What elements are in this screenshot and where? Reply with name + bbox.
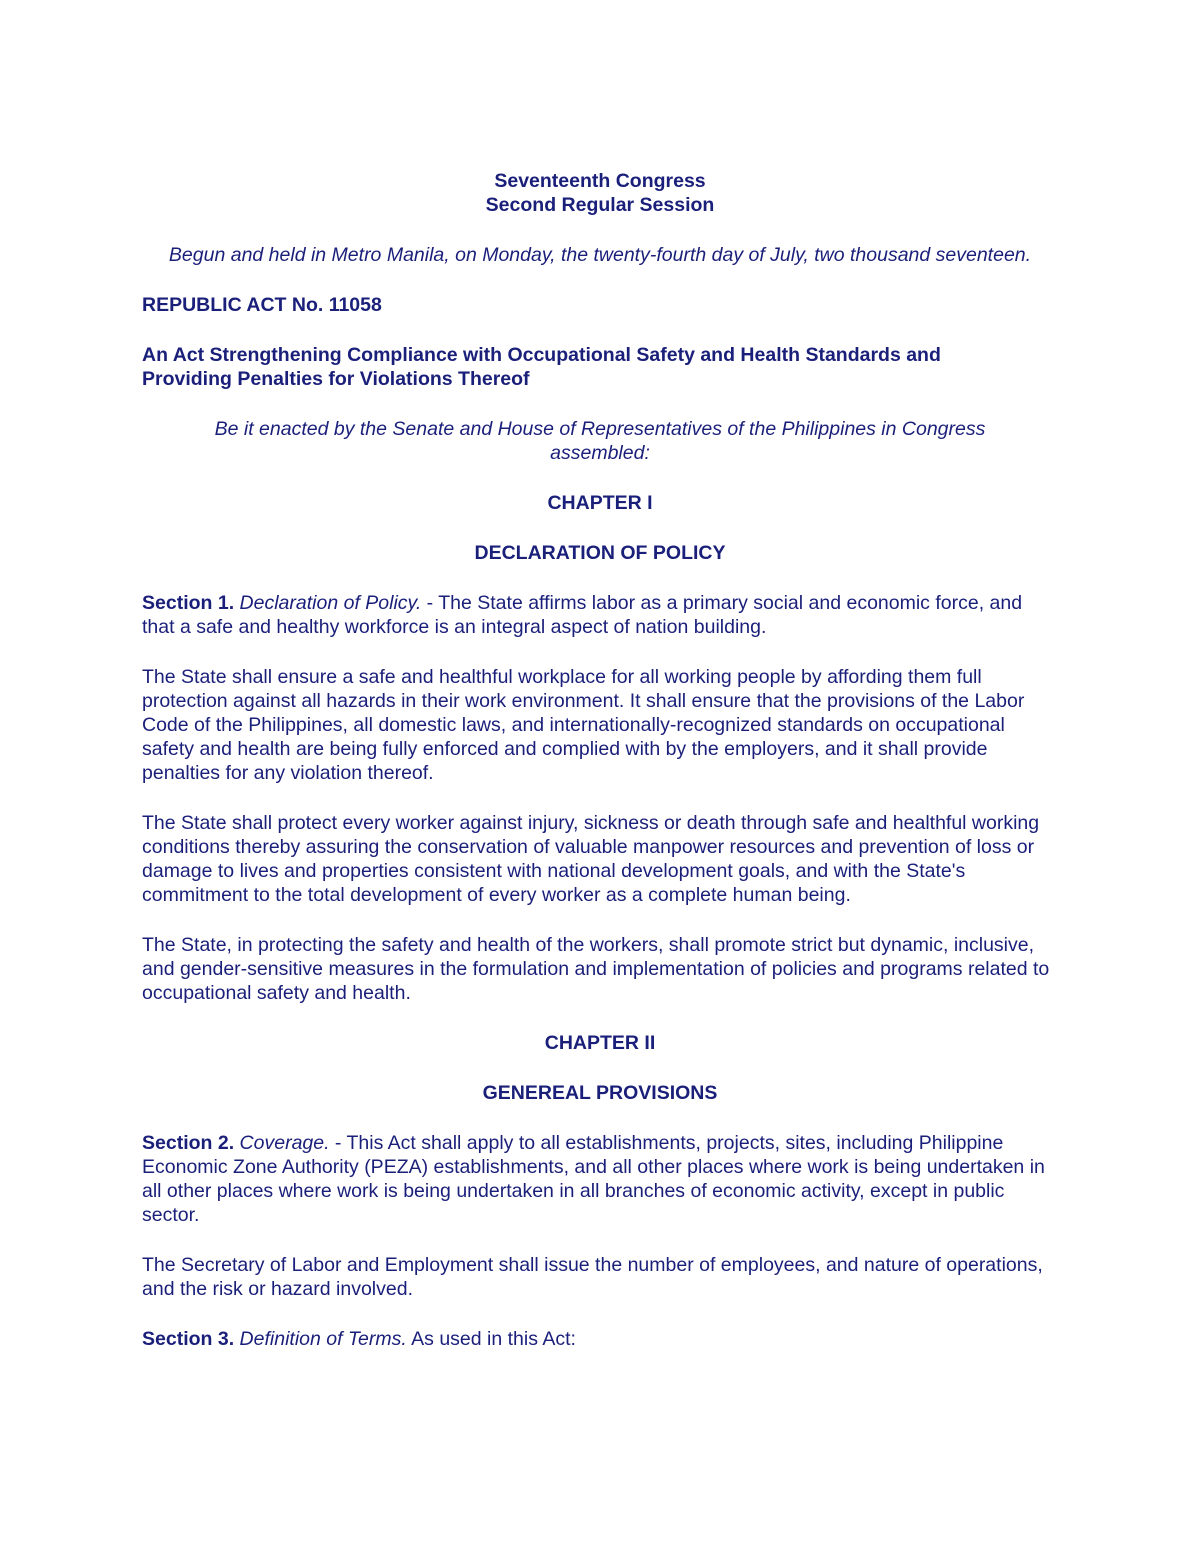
section-1-label: Section 1. [142,592,235,614]
section-2 [142,1131,1058,1227]
policy-paragraph-2: The State shall protect every worker against injury, sickness or death through safe and healthful working conditions thereby assuring the conservation of valuable manpower resources and prevention of loss or damage to lives and properties consistent with national development goals, and with the State's commitment to the total development of every worker as a complete human being. [142,812,1040,906]
section-2-label: Section 2. [142,1132,235,1154]
section-1 [142,591,1058,639]
act-title-line-1: An Act Strengthening Compliance with Occupational Safety and Health Standards and [142,344,941,366]
coverage-paragraph: The Secretary of Labor and Employment shall issue the number of employees, and nature of operations, and the risk or hazard involved. [142,1254,1043,1300]
document-page [142,169,1058,1351]
policy-paragraph-3: The State, in protecting the safety and health of the workers, shall promote strict but dynamic, inclusive, and gender-sensitive measures in the formulation and implementation of policies and programs related to occupational safety and health. [142,934,1050,1004]
section-2-text: - This Act shall apply to all establishments, projects, sites, including Philippine Economic Zone Authority (PEZA) establishments, and all other places where work is being undertaken in all other places where work is being undertaken in all branches of economic activity, except in public sector. [142,1132,1045,1226]
section-1-heading: Declaration of Policy. [239,592,422,614]
section-3-label: Section 3. [142,1328,235,1350]
enacting-clause-line-1: Be it enacted by the Senate and House of Representatives of the Philippines in Congress [214,418,986,440]
enacting-clause-line-2: assembled: [550,442,650,464]
enacting-clause [142,417,1058,465]
chapter-1-heading: DECLARATION OF POLICY [474,542,726,564]
section-3-heading: Definition of Terms. [239,1328,407,1350]
section-2-heading: Coverage. [239,1132,330,1154]
policy-paragraph-1: The State shall ensure a safe and healthful workplace for all working people by affording them full protection against all hazards in their work environment. It shall ensure that the provisions of the Labor Code of the Philippines, all domestic laws, and internationally-recognized standards on occupational safety and health are being fully enforced and complied with by the employers, and it shall provide penalties for any violation thereof. [142,666,1025,784]
congress-title: Seventeenth Congress [494,170,706,192]
chapter-2-heading: GENEREAL PROVISIONS [482,1082,718,1104]
section-3-text: As used in this Act: [406,1328,576,1350]
chapter-2-label: CHAPTER II [544,1032,656,1054]
chapter-1-label: CHAPTER I [547,492,653,514]
act-title [142,343,1058,391]
session-title: Second Regular Session [485,194,715,216]
act-title-line-2: Providing Penalties for Violations Thereof [142,368,530,390]
section-1-text: - The State affirms labor as a primary social and economic force, and that a safe and healthy workforce is an integral aspect of nation building. [142,592,1023,638]
act-number: REPUBLIC ACT No. 11058 [142,294,382,316]
section-3 [142,1327,1058,1351]
begun-statement: Begun and held in Metro Manila, on Monday, the twenty-fourth day of July, two thousand seventeen. [168,244,1032,266]
